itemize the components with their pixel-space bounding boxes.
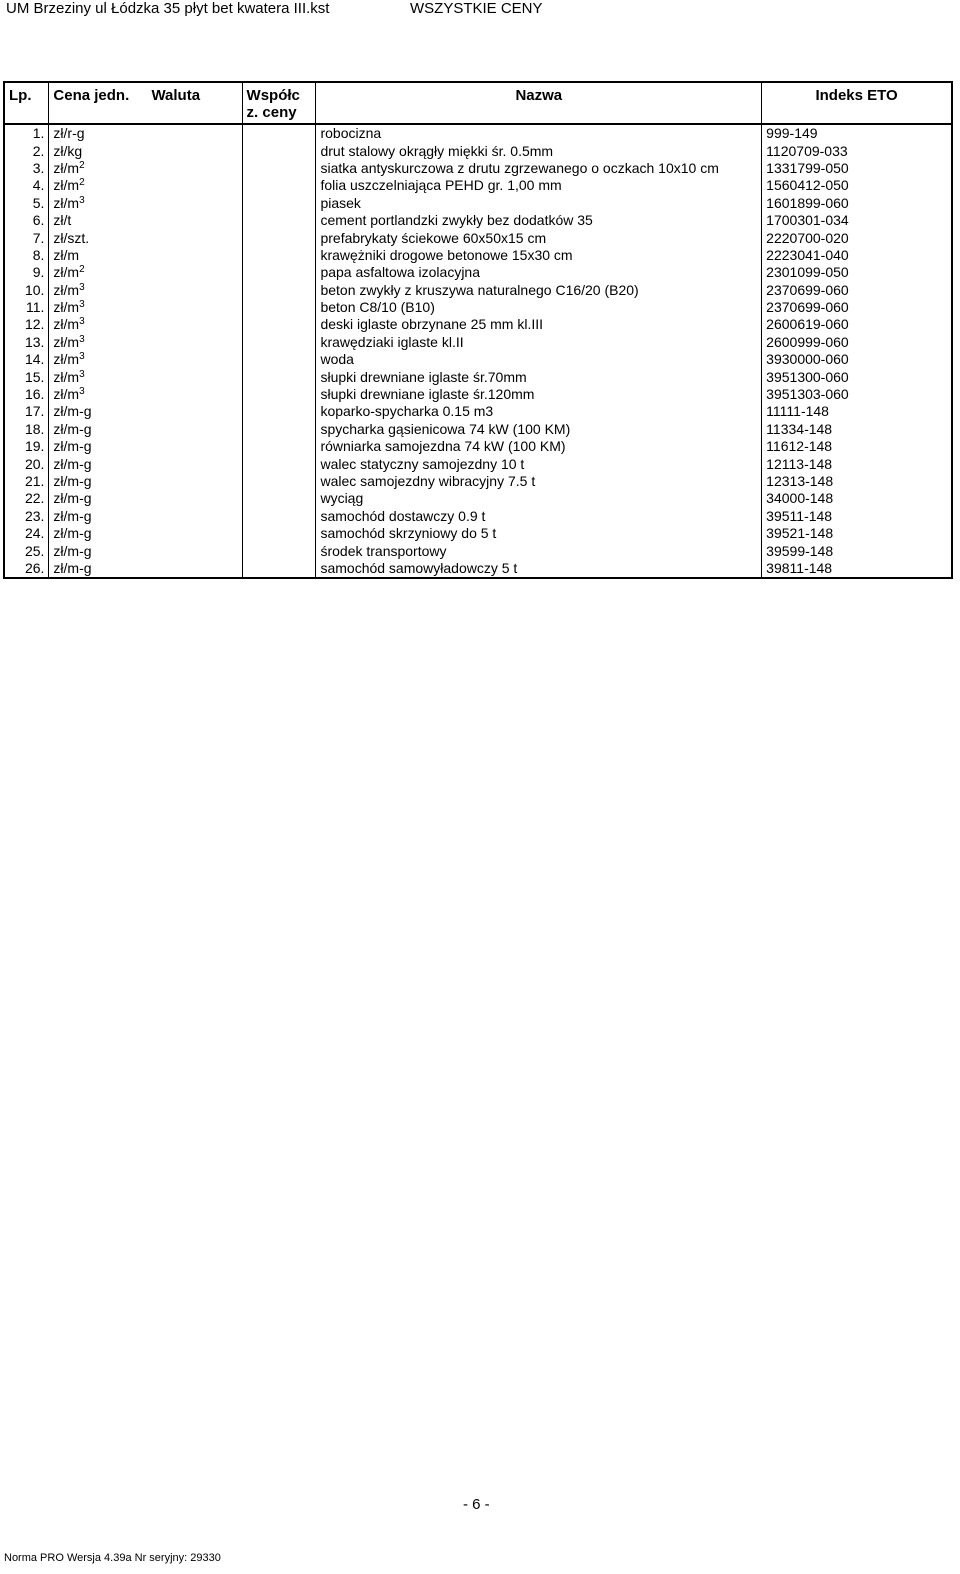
row-name <box>316 560 762 578</box>
row-coefficient <box>242 142 316 159</box>
row-coefficient <box>242 124 316 142</box>
row-index <box>762 212 952 229</box>
row-unit <box>49 124 242 142</box>
row-unit <box>49 473 242 490</box>
row-name-text: walec statyczny samojezdny 10 t <box>320 455 525 472</box>
table-row <box>4 438 952 455</box>
row-unit-text: zł/m-g <box>53 455 92 472</box>
row-lp <box>4 542 49 559</box>
column-header-cena-waluta <box>49 82 242 124</box>
row-index <box>762 160 952 177</box>
column-header-indeks: Indeks ETO <box>762 82 952 124</box>
row-index-text: 1120709-033 <box>766 142 848 159</box>
row-name <box>316 195 762 212</box>
row-name <box>316 351 762 368</box>
table-row <box>4 351 952 368</box>
table-row <box>4 177 952 194</box>
table-row <box>4 160 952 177</box>
document-file-name: UM Brzeziny ul Łódzka 35 płyt bet kwatera III.kst <box>6 0 330 17</box>
table-row <box>4 264 952 281</box>
row-unit-exponent: 2 <box>79 177 85 189</box>
row-index <box>762 560 952 578</box>
row-index <box>762 124 952 142</box>
row-name-text: woda <box>320 351 354 368</box>
row-name <box>316 542 762 559</box>
row-index <box>762 542 952 559</box>
row-name-text: walec samojezdny wibracyjny 7.5 t <box>320 473 536 489</box>
row-name <box>316 177 762 194</box>
row-coefficient <box>242 438 316 455</box>
software-version: Norma PRO Wersja 4.39a Nr seryjny: 29330 <box>4 1552 221 1564</box>
row-unit <box>49 525 242 542</box>
row-lp <box>4 455 49 472</box>
column-header-nazwa: Nazwa <box>316 82 762 124</box>
row-coefficient <box>242 247 316 264</box>
row-index-text: 1331799-050 <box>766 159 849 176</box>
table-row <box>4 368 952 385</box>
document-title: WSZYSTKIE CENY <box>410 0 543 17</box>
table-row <box>4 473 952 490</box>
row-unit-text: zł/r-g <box>53 125 85 142</box>
row-name <box>316 316 762 333</box>
row-unit <box>49 299 242 316</box>
row-lp-text: 26. <box>24 559 45 576</box>
row-unit <box>49 403 242 420</box>
row-index-text: 2220700-020 <box>766 229 849 246</box>
row-name-text: beton C8/10 (B10) <box>320 299 435 316</box>
row-index-text: 2370699-060 <box>766 299 849 316</box>
row-unit-text: zł/m-g <box>53 473 92 489</box>
table-row <box>4 334 952 351</box>
row-name <box>316 438 762 455</box>
row-name <box>316 386 762 403</box>
row-lp-text: 9. <box>32 264 45 281</box>
row-index <box>762 195 952 212</box>
row-unit <box>49 160 242 177</box>
table-row <box>4 247 952 264</box>
row-name <box>316 490 762 507</box>
table-row <box>4 508 952 525</box>
row-index-text: 999-149 <box>766 125 818 142</box>
row-name-text: koparko-spycharka 0.15 m3 <box>320 403 494 420</box>
row-lp-text: 21. <box>24 473 45 489</box>
column-header-waluta: Waluta <box>151 87 201 104</box>
table-row <box>4 490 952 507</box>
row-index-text: 2600999-060 <box>766 333 849 350</box>
prices-table <box>3 81 953 579</box>
row-lp <box>4 351 49 368</box>
row-index-text: 39599-148 <box>766 542 834 559</box>
row-name <box>316 421 762 438</box>
table-row <box>4 282 952 299</box>
row-index-text: 11111-148 <box>766 403 829 420</box>
row-coefficient <box>242 421 316 438</box>
row-lp-text: 16. <box>24 386 45 403</box>
row-name-text: piasek <box>320 194 361 211</box>
row-index <box>762 438 952 455</box>
table-row <box>4 229 952 246</box>
table-row <box>4 421 952 438</box>
row-index <box>762 403 952 420</box>
row-index <box>762 229 952 246</box>
row-unit <box>49 542 242 559</box>
table-row <box>4 142 952 159</box>
row-name-text: prefabrykaty ściekowe 60x50x15 cm <box>320 229 547 246</box>
row-unit-exponent: 3 <box>79 368 85 380</box>
row-lp <box>4 229 49 246</box>
row-lp <box>4 386 49 403</box>
row-unit-text: zł/m <box>53 333 80 350</box>
row-unit-text: zł/m <box>53 159 80 176</box>
row-name <box>316 160 762 177</box>
row-lp <box>4 316 49 333</box>
row-unit-exponent: 2 <box>79 159 85 171</box>
row-index-text: 39811-148 <box>766 559 833 576</box>
row-index <box>762 508 952 525</box>
row-lp <box>4 142 49 159</box>
row-index <box>762 299 952 316</box>
row-coefficient <box>242 351 316 368</box>
row-unit-text: zł/m <box>53 351 80 368</box>
row-unit-text: zł/m <box>53 299 80 316</box>
row-coefficient <box>242 195 316 212</box>
row-unit-text: zł/m-g <box>53 438 92 455</box>
row-unit <box>49 560 242 578</box>
row-index-text: 2301099-050 <box>766 264 849 281</box>
row-unit-exponent: 3 <box>79 316 85 328</box>
row-unit-text: zł/kg <box>53 142 83 159</box>
row-name <box>316 334 762 351</box>
row-index-text: 2223041-040 <box>766 246 849 263</box>
row-coefficient <box>242 212 316 229</box>
row-coefficient <box>242 160 316 177</box>
row-index <box>762 351 952 368</box>
row-unit-text: zł/m <box>53 386 80 403</box>
row-lp <box>4 160 49 177</box>
row-lp-text: 4. <box>32 177 45 194</box>
row-unit <box>49 421 242 438</box>
row-index-text: 3951303-060 <box>766 386 849 403</box>
row-name <box>316 368 762 385</box>
row-unit-text: zł/m <box>53 281 80 298</box>
row-coefficient <box>242 473 316 490</box>
row-index <box>762 177 952 194</box>
table-row <box>4 525 952 542</box>
row-coefficient <box>242 299 316 316</box>
row-unit <box>49 438 242 455</box>
row-unit-exponent: 3 <box>79 386 85 398</box>
row-name-text: równiarka samojezdna 74 kW (100 KM) <box>320 438 566 455</box>
row-coefficient <box>242 229 316 246</box>
row-index-text: 3951300-060 <box>766 368 849 385</box>
row-unit-text: zł/m <box>53 246 80 263</box>
row-index <box>762 316 952 333</box>
row-name-text: samochód samowyładowczy 5 t <box>320 559 518 576</box>
row-unit-text: zł/m <box>53 316 80 333</box>
row-unit <box>49 508 242 525</box>
row-lp <box>4 525 49 542</box>
table-row <box>4 403 952 420</box>
row-name <box>316 212 762 229</box>
row-name-text: spycharka gąsienicowa 74 kW (100 KM) <box>320 420 571 437</box>
row-name-text: folia uszczelniająca PEHD gr. 1,00 mm <box>320 177 562 194</box>
row-lp-text: 23. <box>24 507 45 524</box>
table-row <box>4 124 952 142</box>
row-lp-text: 11. <box>25 299 45 316</box>
row-name <box>316 282 762 299</box>
row-index-text: 3930000-060 <box>766 351 849 368</box>
table-row <box>4 542 952 559</box>
row-name-text: środek transportowy <box>320 542 447 559</box>
row-unit <box>49 455 242 472</box>
row-unit <box>49 282 242 299</box>
row-name-text: deski iglaste obrzynane 25 mm kl.III <box>320 316 543 333</box>
row-index <box>762 247 952 264</box>
row-lp-text: 14. <box>24 351 45 368</box>
row-lp <box>4 124 49 142</box>
row-lp <box>4 490 49 507</box>
row-index-text: 1560412-050 <box>766 177 849 194</box>
row-lp-text: 10. <box>24 281 45 298</box>
row-unit <box>49 351 242 368</box>
row-coefficient <box>242 264 316 281</box>
row-unit-exponent: 3 <box>79 281 85 293</box>
row-index <box>762 282 952 299</box>
row-lp-text: 19. <box>24 438 45 455</box>
row-lp-text: 25. <box>24 542 45 559</box>
row-name-text: słupki drewniane iglaste śr.70mm <box>320 368 527 385</box>
row-index-text: 12113-148 <box>766 455 833 472</box>
row-coefficient <box>242 490 316 507</box>
row-unit <box>49 386 242 403</box>
row-index-text: 39521-148 <box>766 525 834 542</box>
row-index-text: 11612-148 <box>766 438 833 455</box>
row-unit <box>49 334 242 351</box>
row-unit <box>49 247 242 264</box>
row-lp <box>4 560 49 578</box>
row-index <box>762 386 952 403</box>
row-name-text: drut stalowy okrągły miękki śr. 0.5mm <box>320 142 554 159</box>
row-lp-text: 13. <box>24 333 45 350</box>
row-lp-text: 12. <box>24 316 45 333</box>
row-unit <box>49 490 242 507</box>
row-lp <box>4 438 49 455</box>
row-unit-text: zł/m-g <box>53 525 92 542</box>
row-lp-text: 15. <box>24 368 45 385</box>
row-coefficient <box>242 368 316 385</box>
row-index-text: 2600619-060 <box>766 316 849 333</box>
row-lp-text: 22. <box>24 490 45 507</box>
page-number: - 6 - <box>463 1496 490 1513</box>
row-name <box>316 299 762 316</box>
row-coefficient <box>242 282 316 299</box>
row-unit <box>49 212 242 229</box>
row-name <box>316 525 762 542</box>
row-unit <box>49 229 242 246</box>
row-unit-text: zł/m <box>53 177 80 194</box>
table-row <box>4 386 952 403</box>
row-lp <box>4 195 49 212</box>
row-index-text: 12313-148 <box>766 473 834 489</box>
row-unit-exponent: 3 <box>79 333 85 345</box>
row-unit-exponent: 3 <box>79 194 85 206</box>
row-unit-text: zł/m-g <box>53 542 92 559</box>
row-unit-exponent: 3 <box>79 299 85 311</box>
row-name <box>316 508 762 525</box>
row-unit <box>49 177 242 194</box>
row-name <box>316 142 762 159</box>
row-lp <box>4 282 49 299</box>
row-index-text: 1700301-034 <box>766 212 849 229</box>
row-lp-text: 2. <box>32 142 45 159</box>
row-lp-text: 5. <box>32 194 45 211</box>
table-row <box>4 212 952 229</box>
row-unit <box>49 316 242 333</box>
row-unit-text: zł/m <box>53 368 80 385</box>
row-name-text: siatka antyskurczowa z drutu zgrzewanego o oczkach 10x10 cm <box>320 159 719 176</box>
row-index <box>762 264 952 281</box>
row-index <box>762 421 952 438</box>
row-unit <box>49 368 242 385</box>
row-unit <box>49 195 242 212</box>
table-row <box>4 316 952 333</box>
row-unit-text: zł/m-g <box>53 490 92 507</box>
row-coefficient <box>242 525 316 542</box>
row-name <box>316 229 762 246</box>
row-coefficient <box>242 403 316 420</box>
row-lp <box>4 247 49 264</box>
row-coefficient <box>242 455 316 472</box>
row-name-text: robocizna <box>320 125 382 142</box>
table-header-row <box>4 82 952 124</box>
table-row <box>4 195 952 212</box>
row-coefficient <box>242 316 316 333</box>
row-coefficient <box>242 334 316 351</box>
row-lp-text: 8. <box>32 246 45 263</box>
row-coefficient <box>242 560 316 578</box>
row-lp-text: 18. <box>24 420 45 437</box>
row-unit-exponent: 2 <box>79 264 85 276</box>
row-name-text: papa asfaltowa izolacyjna <box>320 264 480 281</box>
column-header-cena: Cena jedn. <box>53 87 130 104</box>
row-lp-text: 3. <box>32 159 45 176</box>
row-index-text: 1601899-060 <box>766 194 849 211</box>
row-lp <box>4 473 49 490</box>
row-unit-text: zł/m <box>53 194 80 211</box>
row-index <box>762 525 952 542</box>
row-lp <box>4 403 49 420</box>
row-lp <box>4 177 49 194</box>
row-unit-text: zł/m-g <box>53 507 92 524</box>
row-name-text: słupki drewniane iglaste śr.120mm <box>320 386 535 403</box>
row-name-text: samochód skrzyniowy do 5 t <box>320 525 497 542</box>
row-name <box>316 455 762 472</box>
column-header-wspolczynnik <box>242 82 316 124</box>
row-name-text: krawędziaki iglaste kl.II <box>320 333 464 350</box>
row-name <box>316 403 762 420</box>
row-unit-text: zł/t <box>53 212 72 229</box>
row-lp-text: 6. <box>32 212 45 229</box>
row-index <box>762 142 952 159</box>
row-coefficient <box>242 508 316 525</box>
row-name-text: wyciąg <box>320 490 364 507</box>
row-index-text: 39511-148 <box>766 507 833 524</box>
row-unit <box>49 142 242 159</box>
row-index <box>762 473 952 490</box>
row-lp <box>4 264 49 281</box>
table-row <box>4 455 952 472</box>
row-index <box>762 334 952 351</box>
table-row <box>4 299 952 316</box>
row-lp-text: 20. <box>24 455 45 472</box>
row-name-text: cement portlandzki zwykły bez dodatków 35 <box>320 212 593 229</box>
row-unit-text: zł/m-g <box>53 559 92 576</box>
row-lp-text: 24. <box>24 525 45 542</box>
row-coefficient <box>242 177 316 194</box>
row-name-text: beton zwykły z kruszywa naturalnego C16/20 (B20) <box>320 281 639 298</box>
row-lp <box>4 212 49 229</box>
row-index-text: 34000-148 <box>766 490 834 507</box>
row-index-text: 11334-148 <box>766 420 833 437</box>
row-lp <box>4 334 49 351</box>
row-index <box>762 490 952 507</box>
row-unit <box>49 264 242 281</box>
row-unit-text: zł/m-g <box>53 420 92 437</box>
row-unit-text: zł/szt. <box>53 229 90 246</box>
table-row <box>4 560 952 578</box>
row-index-text: 2370699-060 <box>766 281 849 298</box>
row-index <box>762 368 952 385</box>
column-header-wspolczynnik-line2: z. ceny <box>246 104 297 121</box>
row-lp-text: 7. <box>32 229 45 246</box>
column-header-wspolczynnik-line1: Współc <box>246 87 300 104</box>
row-unit-exponent: 3 <box>79 351 85 363</box>
row-lp <box>4 421 49 438</box>
row-name-text: samochód dostawczy 0.9 t <box>320 507 486 524</box>
row-name <box>316 264 762 281</box>
row-coefficient <box>242 386 316 403</box>
row-unit-text: zł/m <box>53 264 80 281</box>
row-name <box>316 473 762 490</box>
row-lp-text: 17. <box>24 403 45 420</box>
row-lp <box>4 299 49 316</box>
row-index <box>762 455 952 472</box>
row-lp <box>4 368 49 385</box>
row-lp <box>4 508 49 525</box>
row-lp-text: 1. <box>32 125 45 142</box>
row-name <box>316 124 762 142</box>
column-header-lp: Lp. <box>4 82 49 124</box>
row-name <box>316 247 762 264</box>
row-name-text: krawężniki drogowe betonowe 15x30 cm <box>320 246 573 263</box>
row-coefficient <box>242 542 316 559</box>
row-unit-text: zł/m-g <box>53 403 92 420</box>
